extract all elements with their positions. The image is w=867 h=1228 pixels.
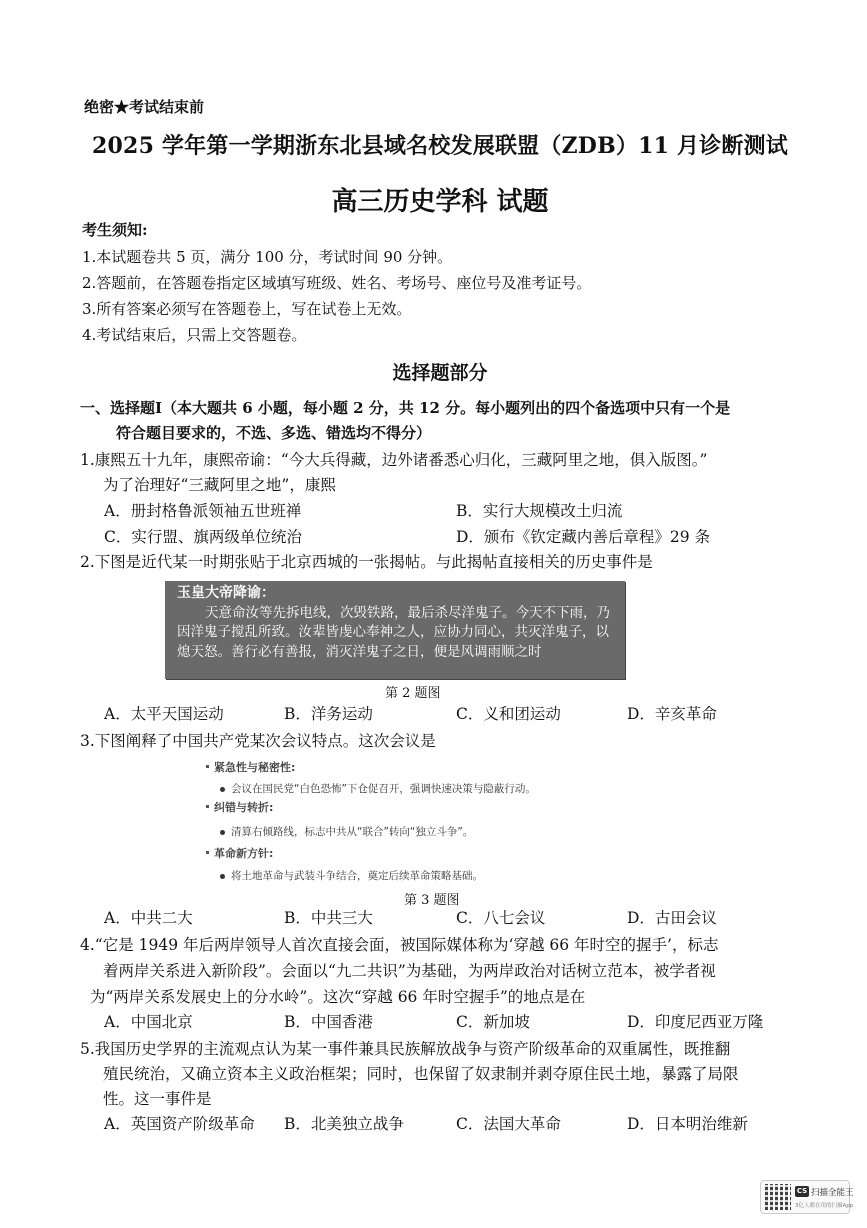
diagram-bullet xyxy=(220,868,483,883)
scanner-brand: 扫描全能王 xyxy=(811,1188,854,1198)
question-2-option-b: B．洋务运动 xyxy=(284,705,373,723)
question-4-option-d: D．印度尼西亚万隆 xyxy=(627,1013,764,1031)
question-1-option-a: A．册封格鲁派领袖五世班禅 xyxy=(104,502,302,520)
notice-item: 4.考试结束后，只需上交答题卷。 xyxy=(82,326,307,344)
diagram-marker xyxy=(206,805,209,808)
poster-text: 天意命汝等先拆电线，次毁铁路，最后杀尽洋鬼子。今天不下雨，乃因洋鬼子搅乱所致。汝辈皆虔心奉神之人，应协力同心，共灭洋鬼子，以熄天怒。善行必有善报，消灭洋鬼子之日，便是风调雨顺之时 xyxy=(177,604,610,660)
question-3-option-c: C．八七会议 xyxy=(456,909,546,927)
question-3-option-d: D．古田会议 xyxy=(627,909,717,927)
poster-title: 玉皇大帝降谕： xyxy=(177,585,275,601)
question-2-option-d: D．辛亥革命 xyxy=(627,705,717,723)
question-2-figure-poster xyxy=(165,581,625,679)
diagram-bullet-text: 会议在国民党“白色恐怖”下仓促召开，强调快速决策与隐蔽行动。 xyxy=(231,783,536,795)
question-3-figure-caption: 第 3 题图 xyxy=(404,893,460,908)
exam-subtitle: 高三历史学科 试题 xyxy=(331,187,549,217)
question-5-stem-cont: 性。这一事件是 xyxy=(103,1090,212,1108)
question-4-option-b: B．中国香港 xyxy=(284,1013,373,1031)
qr-code-icon xyxy=(765,1184,791,1210)
exam-title: 2025 学年第一学期浙东北县域名校发展联盟（ZDB）11 月诊断测试 xyxy=(92,133,788,159)
bullet-dot-icon xyxy=(220,787,225,792)
bullet-dot-icon xyxy=(220,874,225,879)
diagram-heading: 紧急性与秘密性: xyxy=(214,761,296,774)
diagram-marker xyxy=(206,851,209,854)
question-3-stem: 3.下图阐释了中国共产党某次会议特点。这次会议是 xyxy=(80,732,436,750)
question-2-option-a: A．太平天国运动 xyxy=(104,705,224,723)
diagram-bullet xyxy=(220,781,536,796)
section-title: 选择题部分 xyxy=(392,362,488,384)
question-2-option-c: C．义和团运动 xyxy=(456,705,561,723)
question-4-option-c: C．新加坡 xyxy=(456,1013,530,1031)
scanner-slogan: 3亿人都在用的扫描App xyxy=(795,1203,854,1209)
question-5-option-c: C．法国大革命 xyxy=(456,1115,561,1133)
question-4-stem: 4.“它是 1949 年后两岸领导人首次直接会面，被国际媒体称为‘穿越 66 年时空的握手’，标志 xyxy=(80,936,719,954)
bullet-dot-icon xyxy=(220,830,225,835)
diagram-heading: 纠错与转折: xyxy=(214,801,274,814)
question-5-stem: 5.我国历史学界的主流观点认为某一事件兼具民族解放战争与资产阶级革命的双重属性，既推翻 xyxy=(80,1040,731,1058)
confidential-label: 绝密★考试结束前 xyxy=(84,98,205,116)
question-3-option-b: B．中共三大 xyxy=(284,909,373,927)
camscanner-logo-icon: CS xyxy=(796,1187,808,1195)
notice-item: 1.本试题卷共 5 页，满分 100 分，考试时间 90 分钟。 xyxy=(82,248,453,266)
diagram-bullet-text: 清算右倾路线，标志中共从“联合”转向“独立斗争”。 xyxy=(231,826,474,838)
question-1-option-b: B．实行大规模改土归流 xyxy=(456,502,623,520)
notice-heading: 考生须知: xyxy=(82,221,148,239)
question-3-figure-diagram xyxy=(200,756,640,886)
question-1-stem: 1.康熙五十九年，康熙帝谕：“今大兵得藏，边外诸番悉心归化，三藏阿里之地，俱入版图。” xyxy=(80,451,708,469)
diagram-bullet-text: 将土地革命与武装斗争结合，奠定后续革命策略基础。 xyxy=(231,870,483,882)
question-1-stem-cont: 为了治理好“三藏阿里之地”，康熙 xyxy=(103,476,336,494)
question-2-figure-caption: 第 2 题图 xyxy=(385,686,441,701)
part1-instruction: 一、选择题Ⅰ（本大题共 6 小题，每小题 2 分，共 12 分。每小题列出的四个备选项中只有一个是 xyxy=(80,399,731,417)
question-1-option-c: C．实行盟、旗两级单位统治 xyxy=(104,528,302,546)
scanner-watermark xyxy=(760,1180,854,1214)
diagram-bullet xyxy=(220,824,473,839)
notice-item: 2.答题前，在答题卷指定区域填写班级、姓名、考场号、座位号及准考证号。 xyxy=(82,274,592,292)
diagram-heading: 革命新方针: xyxy=(214,847,274,860)
part1-instruction-cont: 符合题目要求的，不选、多选、错选均不得分） xyxy=(116,424,432,442)
question-5-option-b: B．北美独立战争 xyxy=(284,1115,404,1133)
question-5-option-d: D．日本明治维新 xyxy=(627,1115,748,1133)
question-3-option-a: A．中共二大 xyxy=(104,909,193,927)
diagram-marker xyxy=(206,765,209,768)
notice-item: 3.所有答案必须写在答题卷上，写在试卷上无效。 xyxy=(82,300,412,318)
question-5-option-a: A．英国资产阶级革命 xyxy=(104,1115,255,1133)
question-5-stem-cont: 殖民统治，又确立资本主义政治框架；同时，也保留了奴隶制并剥夺原住民土地，暴露了局限 xyxy=(103,1065,739,1083)
question-4-option-a: A．中国北京 xyxy=(104,1013,193,1031)
question-2-stem: 2.下图是近代某一时期张贴于北京西城的一张揭帖。与此揭帖直接相关的历史事件是 xyxy=(80,553,653,571)
question-4-stem-cont: 着两岸关系进入新阶段”。会面以“九二共识”为基础，为两岸政治对话树立范本，被学者视 xyxy=(103,962,716,980)
question-1-option-d: D．颁布《钦定藏内善后章程》29 条 xyxy=(456,528,711,546)
question-4-stem-cont: 为“两岸关系发展史上的分水岭”。这次“穿越 66 年时空握手”的地点是在 xyxy=(90,988,586,1006)
